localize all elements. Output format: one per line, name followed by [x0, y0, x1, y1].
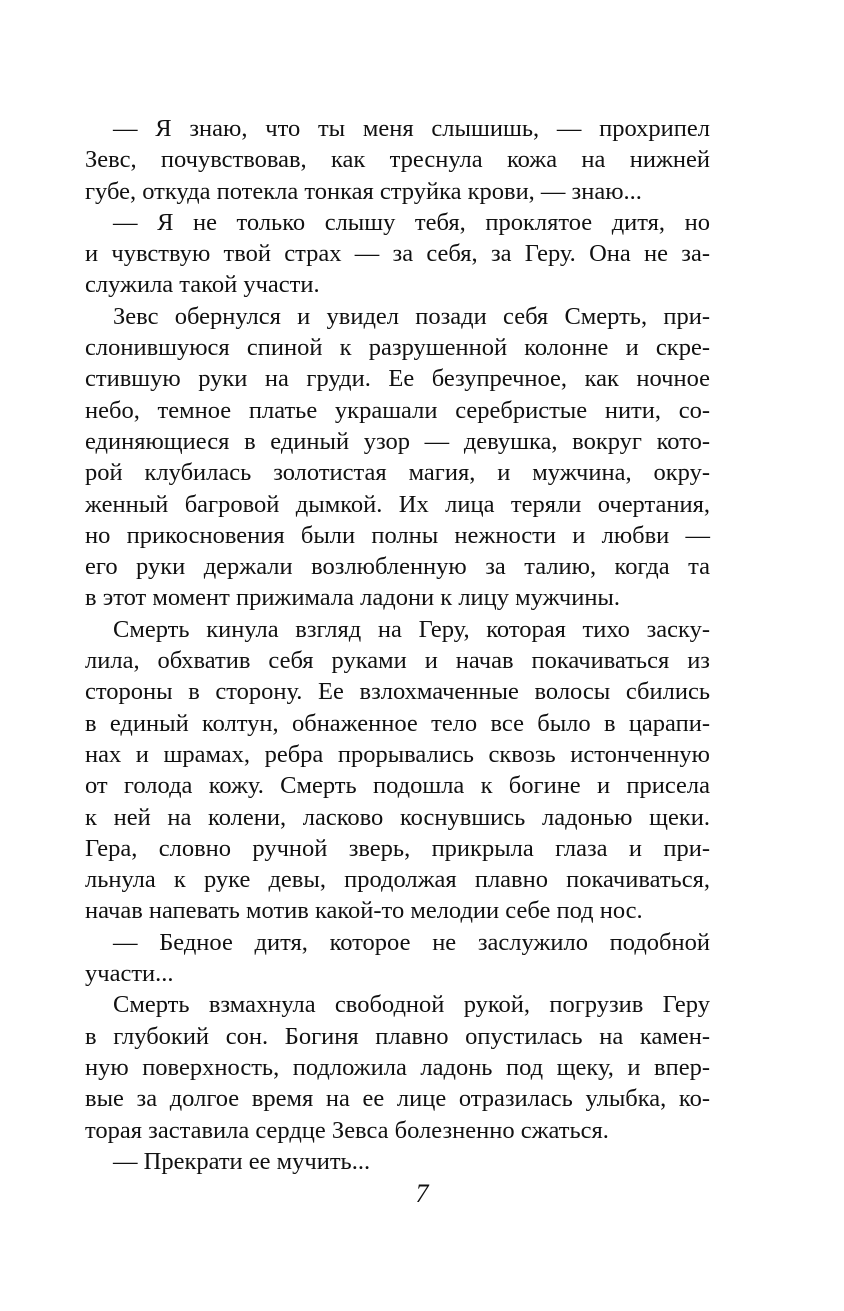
text-line: Гера, словно ручной зверь, прикрыла глаза и при-: [85, 834, 710, 862]
text-line: и чувствую твой страх — за себя, за Геру. Она не за-: [85, 240, 710, 268]
paragraph: [85, 207, 710, 301]
text-line: к ней на колени, ласково коснувшись ладонью щеки.: [85, 803, 710, 831]
text-line: от голода кожу. Смерть подошла к богине и присела: [85, 772, 710, 800]
text-line: слонившуюся спиной к разрушенной колонне и скре-: [85, 334, 710, 362]
text-line: рой клубилась золотистая магия, и мужчина, окру-: [85, 459, 710, 487]
text-line: вые за долгое время на ее лице отразилась улыбка, ко-: [85, 1085, 710, 1113]
text-line: единяющиеся в единый узор — девушка, вокруг кото-: [85, 427, 710, 455]
text-line: Смерть взмахнула свободной рукой, погрузив Геру: [113, 991, 710, 1019]
text-line: — Прекрати ее мучить...: [113, 1147, 371, 1175]
text-line: в единый колтун, обнаженное тело все было в царапи-: [85, 709, 710, 737]
text-line: небо, темное платье украшали серебристые нити, со-: [85, 396, 710, 424]
paragraph: [85, 1146, 710, 1177]
text-line: торая заставила сердце Зевса болезненно сжаться.: [85, 1116, 609, 1144]
text-line: — Я не только слышу тебя, проклятое дитя, но: [113, 208, 710, 236]
text-line: женный багровой дымкой. Их лица теряли очертания,: [85, 490, 710, 518]
paragraph: [85, 113, 710, 207]
text-line: стороны в сторону. Ее взлохмаченные волосы сбились: [85, 678, 710, 706]
text-line: Зевс, почувствовав, как треснула кожа на нижней: [85, 146, 710, 174]
text-line: нах и шрамах, ребра прорывались сквозь истонченную: [85, 740, 710, 768]
text-line: стившую руки на груди. Ее безупречное, как ночное: [85, 365, 710, 393]
book-page-text: [85, 113, 710, 1177]
text-line: начав напевать мотив какой-то мелодии себе под нос.: [85, 897, 643, 925]
page-number: 7: [415, 1179, 429, 1208]
text-line: Смерть кинула взгляд на Геру, которая тихо заску-: [113, 615, 710, 643]
text-line: в глубокий сон. Богиня плавно опустилась на камен-: [85, 1022, 710, 1050]
paragraph: [85, 989, 710, 1145]
text-line: но прикосновения были полны нежности и любви —: [85, 521, 710, 549]
text-line: — Я знаю, что ты меня слышишь, — прохрипел: [113, 115, 710, 142]
text-line: служила такой участи.: [85, 271, 320, 299]
paragraph: [85, 614, 710, 927]
text-line: лила, обхватив себя руками и начав покачиваться из: [85, 647, 710, 675]
paragraph: [85, 927, 710, 990]
text-line: губе, откуда потекла тонкая струйка крови, — знаю...: [85, 177, 642, 205]
paragraph: [85, 301, 710, 614]
text-line: льнула к руке девы, продолжая плавно покачиваться,: [85, 866, 710, 894]
text-line: участи...: [85, 960, 174, 988]
text-line: его руки держали возлюбленную за талию, когда та: [85, 553, 710, 581]
text-line: Зевс обернулся и увидел позади себя Смерть, при-: [113, 302, 710, 330]
text-line: в этот момент прижимала ладони к лицу мужчины.: [85, 584, 621, 612]
text-line: ную поверхность, подложила ладонь под щеку, и впер-: [85, 1053, 710, 1081]
text-line: — Бедное дитя, которое не заслужило подобной: [113, 928, 710, 956]
